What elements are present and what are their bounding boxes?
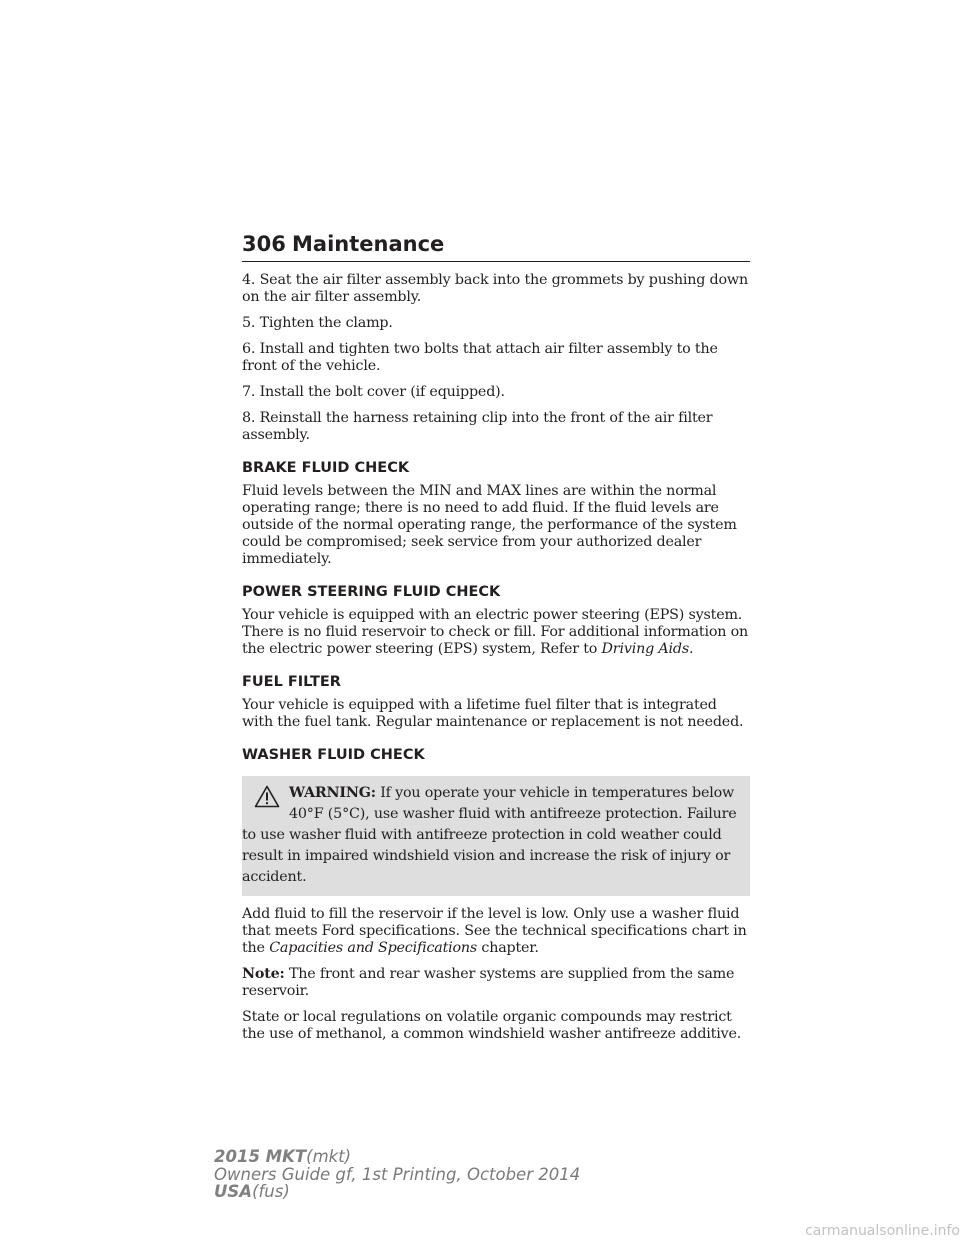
power-steering-heading: POWER STEERING FLUID CHECK	[242, 584, 501, 600]
watermark: carmanualsonline.info	[805, 1223, 960, 1239]
header-rule	[242, 261, 750, 262]
note-text: The front and rear washer systems are supplied from the same reservoir.	[242, 966, 735, 999]
section-title: Maintenance	[292, 232, 445, 256]
warning-line-1: If you operate your vehicle in temperatures below	[380, 785, 735, 801]
warning-text	[242, 783, 740, 888]
footer-model: 2015 MKT	[214, 1147, 307, 1166]
step-6: 6. Install and tighten two bolts that attach air filter assembly to the front of the vehicle.	[242, 341, 718, 374]
warning-label: WARNING:	[289, 785, 376, 801]
step-8: 8. Reinstall the harness retaining clip into the front of the air filter assembly.	[242, 410, 713, 443]
warning-line-2: 40°F (5°C), use washer fluid with antifreeze protection. Failure	[289, 806, 737, 822]
footer-line-3	[214, 1183, 580, 1201]
add-fluid-body: Add fluid to fill the reservoir if the level is low. Only use a washer fluid that meets Ford specifications. See the technical specifications chart in the	[242, 906, 747, 956]
note-label: Note:	[242, 966, 285, 982]
add-fluid-text	[242, 906, 750, 957]
document-footer	[214, 1148, 580, 1201]
step-7: 7. Install the bolt cover (if equipped).	[242, 384, 505, 400]
step-4: 4. Seat the air filter assembly back into the grommets by pushing down on the air filter assembly.	[242, 272, 748, 305]
regulations-text: State or local regulations on volatile organic compounds may restrict the use of methanol, a common windshield washer antifreeze additive.	[242, 1009, 742, 1042]
footer-market-code: (fus)	[252, 1182, 290, 1201]
warning-box	[242, 776, 750, 896]
add-fluid-end: chapter.	[477, 940, 539, 956]
driving-aids-reference: Driving Aids	[601, 641, 689, 657]
fuel-filter-heading: FUEL FILTER	[242, 674, 341, 690]
washer-fluid-heading: WASHER FLUID CHECK	[242, 747, 425, 763]
footer-line-1	[214, 1148, 580, 1166]
power-steering-period: .	[688, 641, 694, 657]
page-number: 306	[242, 232, 286, 256]
footer-model-code: (mkt)	[306, 1147, 352, 1166]
brake-fluid-heading: BRAKE FLUID CHECK	[242, 460, 410, 476]
page-content	[242, 272, 750, 1052]
brake-fluid-text: Fluid levels between the MIN and MAX lines are within the normal operating range; there is no need to add fluid. If the fluid levels are outside of the normal operating range, the performance of the system could be compromised; seek service from your authorized dealer immediately.	[242, 483, 737, 567]
warning-rest: to use washer fluid with antifreeze protection in cold weather could result in impaired windshield vision and increase the risk of injury or accident.	[242, 827, 731, 885]
step-5: 5. Tighten the clamp.	[242, 315, 393, 331]
page-header	[242, 230, 750, 262]
footer-market: USA	[214, 1182, 253, 1201]
fuel-filter-text: Your vehicle is equipped with a lifetime fuel filter that is integrated with the fuel tank. Regular maintenance or replacement is not needed.	[242, 697, 744, 730]
power-steering-text	[242, 607, 750, 658]
warning-triangle-icon	[254, 785, 280, 808]
capacities-reference: Capacities and Specifications	[269, 940, 478, 956]
note	[242, 966, 750, 1000]
power-steering-body: Your vehicle is equipped with an electric power steering (EPS) system. There is no fluid reservoir to check or fill. For additional information on the electric power steering (EPS) system, Refer to	[242, 607, 749, 657]
footer-line-2: Owners Guide gf, 1st Printing, October 2014	[214, 1164, 581, 1184]
